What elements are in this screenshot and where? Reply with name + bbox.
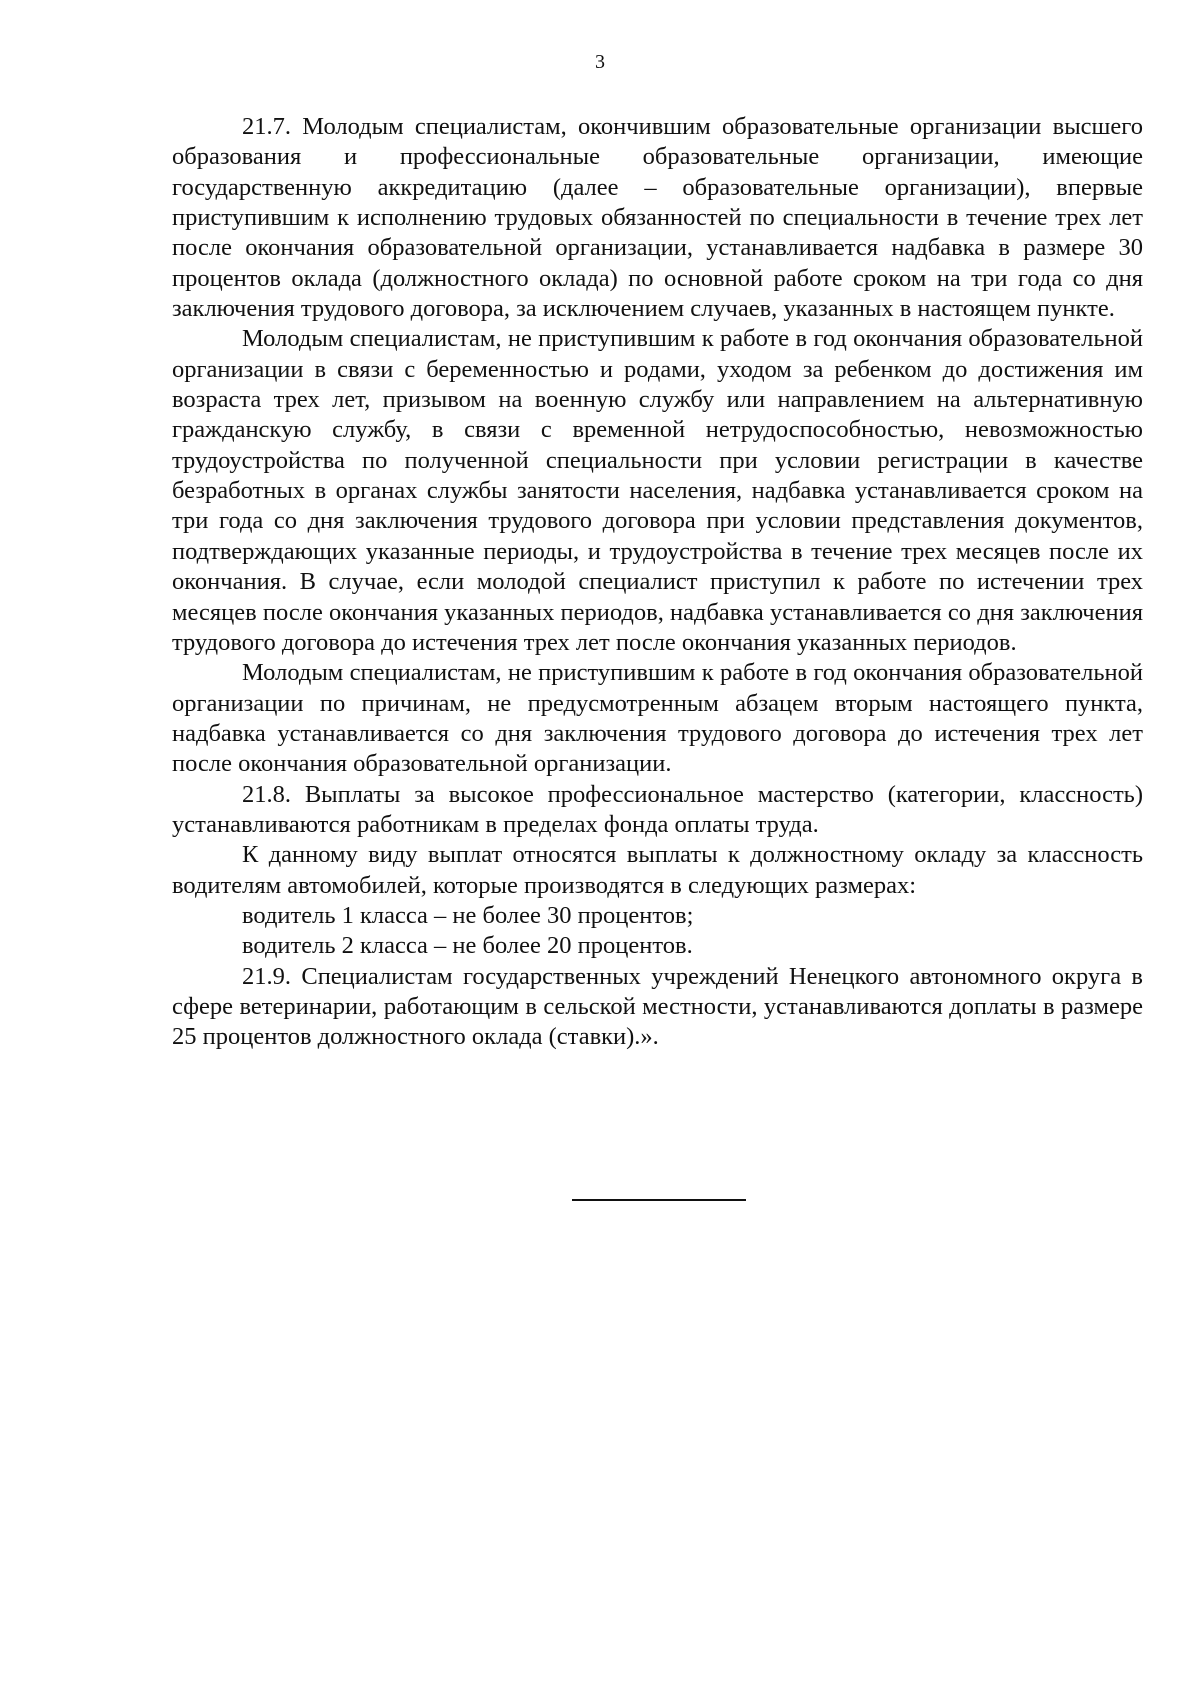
paragraph-21-7: 21.7. Молодым специалистам, окончившим образовательные организации высшего образования и профессиональные образовательные организации, имеющие государственную аккредитацию (далее – образовательные организации), впервые приступившим к исполнению трудовых обязанностей по специальности в течение трех лет после окончания образовательной организации, устанавливается надбавка в размере 30 процентов оклада (должностного оклада) по основной работе сроком на три года со дня заключения трудового договора, за исключением случаев, указанных в настоящем пункте. bbox=[172, 113, 1143, 323]
paragraph-young-specialists-exceptions: Молодым специалистам, не приступившим к работе в год окончания образовательной организации в связи с беременностью и родами, уходом за ребенком до достижения им возраста трех лет, призывом на военную службу или направлением на альтернативную гражданскую службу, в связи с временной нетрудоспособностью, невозможностью трудоустройства по полученной специальности при условии регистрации в качестве безработных в органах службы занятости населения, надбавка устанавливается сроком на три года со дня заключения трудового договора при условии представления документов, подтверждающих указанные периоды, и трудоустройства в течение трех месяцев после их окончания. В случае, если молодой специалист приступил к работе по истечении трех месяцев после окончания указанных периодов, надбавка устанавливается со дня заключения трудового договора до истечения трех лет после окончания указанных периодов. bbox=[172, 325, 1143, 656]
paragraph-driver-class-payments: К данному виду выплат относятся выплаты к должностному окладу за классность водителям автомобилей, которые производятся в следующих размерах: bbox=[172, 841, 1143, 899]
page-number: 3 bbox=[595, 51, 605, 73]
document-body bbox=[172, 112, 1143, 1053]
paragraph-21-9: 21.9. Специалистам государственных учреждений Ненецкого автономного округа в сфере ветеринарии, работающим в сельской местности, устанавливаются доплаты в размере 25 процентов должностного оклада (ставки).». bbox=[172, 962, 1143, 1051]
list-item-driver-class-1: водитель 1 класса – не более 30 процентов; bbox=[242, 901, 694, 929]
paragraph-young-specialists-other-reasons: Молодым специалистам, не приступившим к работе в год окончания образовательной организации по причинам, не предусмотренным абзацем вторым настоящего пункта, надбавка устанавливается со дня заключения трудового договора до истечения трех лет после окончания образовательной организации. bbox=[172, 659, 1143, 778]
end-of-document-rule bbox=[572, 1199, 746, 1201]
list-item-driver-class-2: водитель 2 класса – не более 20 процентов. bbox=[242, 932, 693, 960]
paragraph-21-8: 21.8. Выплаты за высокое профессиональное мастерство (категории, классность) устанавливаются работникам в пределах фонда оплаты труда. bbox=[172, 780, 1143, 838]
